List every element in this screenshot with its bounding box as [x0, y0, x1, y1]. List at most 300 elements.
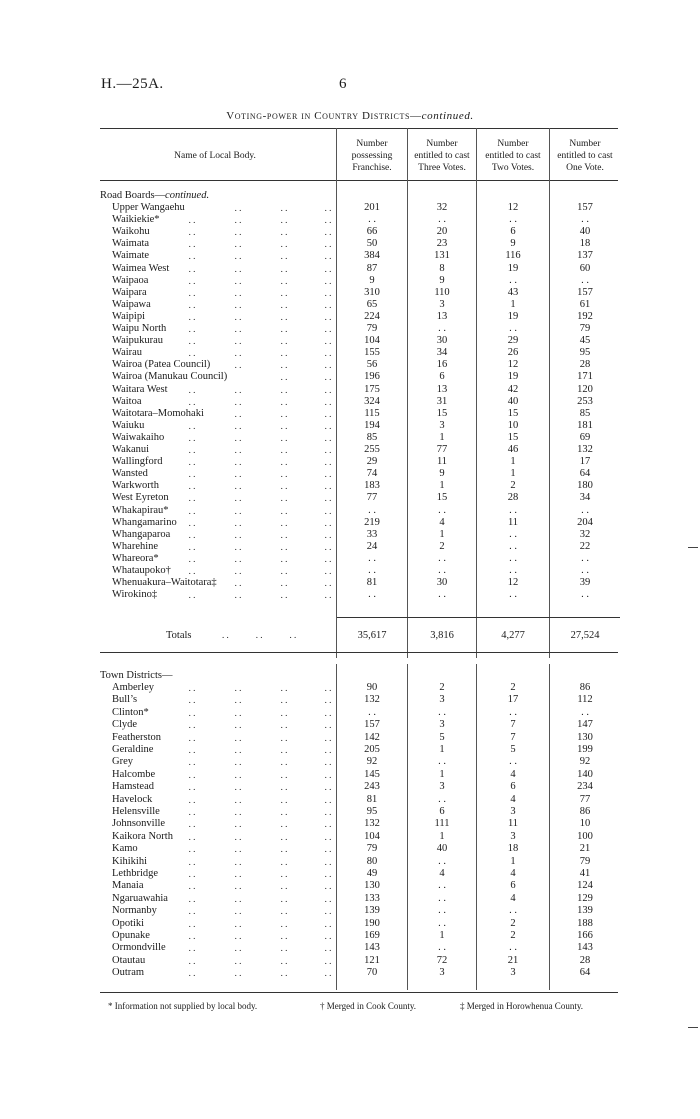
cell-c3: 1: [510, 456, 516, 468]
leader-dots: . .: [234, 578, 242, 589]
leader-dots: . .: [234, 263, 242, 274]
leader-dots: . .: [234, 384, 242, 395]
leader-dots: . .: [280, 955, 288, 966]
leader-dots: . .: [324, 590, 332, 601]
table-row: [0, 880, 700, 892]
cell-c2: 13: [436, 383, 448, 395]
cell-c1: 50: [366, 238, 378, 250]
cell-c2: 20: [436, 226, 448, 238]
leader-dots: . .: [280, 819, 288, 830]
column-header-franchise: [337, 138, 407, 174]
cell-c3: 29: [507, 335, 519, 347]
cell-c4: . .: [581, 214, 589, 226]
cell-c1: 194: [364, 419, 380, 431]
leader-dots: . .: [324, 745, 332, 755]
totals-row: [0, 630, 700, 644]
leader-dots: . .: [324, 553, 332, 564]
leader-dots: . .: [234, 299, 242, 310]
leader-dots: . .: [188, 432, 196, 443]
leader-dots: . .: [324, 481, 332, 492]
leader-dots: . .: [234, 695, 242, 706]
cell-c1: 310: [364, 286, 380, 298]
leader-dots: . .: [280, 566, 288, 576]
cell-c4: 157: [577, 286, 593, 298]
leader-dots: . .: [280, 541, 288, 552]
leader-dots: . .: [324, 263, 332, 274]
cell-c1: 85: [366, 431, 378, 443]
leader-dots: . .: [188, 968, 196, 979]
cell-c2: 40: [436, 843, 448, 855]
leader-dots: . .: [234, 239, 242, 250]
footnote-star: * Information not supplied by local body.: [108, 1001, 258, 1011]
cell-c4: 132: [577, 444, 593, 455]
cell-c3: . .: [509, 565, 517, 576]
leader-dots: . .: [188, 517, 196, 528]
row-name: Waikiekie*: [112, 214, 160, 226]
leader-dots: . .: [234, 432, 242, 443]
cell-c1: . .: [368, 552, 376, 564]
table-row: [0, 444, 700, 456]
cell-c4: 64: [579, 967, 591, 979]
leader-dots: . .: [188, 287, 196, 298]
table-row: [0, 694, 700, 706]
cell-c3: 3: [510, 806, 516, 817]
leader-dots: . .: [324, 408, 332, 419]
leader-dots: . .: [234, 311, 242, 322]
leader-dots: . .: [188, 782, 196, 793]
table-row: [0, 432, 700, 444]
leader-dots: . .: [234, 529, 242, 540]
cell-c2: 1: [439, 431, 445, 443]
leader-dots: . .: [188, 906, 196, 917]
cell-c2: . .: [438, 905, 446, 917]
margin-mark: [688, 1027, 698, 1028]
cell-c2: . .: [438, 565, 446, 576]
leader-dots: . .: [324, 384, 332, 395]
leader-dots: . .: [234, 745, 242, 755]
leader-dots: . .: [188, 707, 196, 718]
row-name: Kamo: [112, 843, 138, 855]
cell-c2: 8: [439, 262, 445, 274]
cell-c2: 30: [436, 335, 448, 347]
leader-dots: . .: [280, 869, 288, 879]
cell-c3: 7: [510, 719, 516, 731]
table-row: [0, 756, 700, 768]
cell-c2: 111: [434, 818, 450, 830]
leader-dots: . .: [280, 590, 288, 601]
margin-mark: [688, 547, 698, 548]
cell-c1: 56: [366, 359, 378, 371]
leader-dots: . .: [188, 732, 196, 743]
leader-dots: . .: [234, 931, 242, 941]
cell-c2: 3: [439, 719, 445, 731]
cell-c3: . .: [509, 756, 517, 768]
leader-dots: . .: [234, 251, 242, 262]
row-name: Helensville: [112, 806, 160, 817]
leader-dots: . .: [324, 844, 332, 855]
table-row: [0, 468, 700, 480]
leader-dots: . .: [324, 457, 332, 468]
row-name: Whenuakura–Waitotara‡: [112, 577, 217, 589]
cell-c1: 81: [366, 577, 378, 589]
cell-c4: . .: [581, 274, 589, 286]
cell-c1: 90: [366, 682, 378, 693]
header-line: Three Votes.: [418, 163, 466, 173]
cell-c4: 188: [577, 917, 593, 929]
leader-dots: . .: [234, 782, 242, 793]
leader-dots: . .: [234, 590, 242, 601]
leader-dots: . .: [280, 481, 288, 492]
row-name: Grey: [112, 756, 133, 768]
section-town-districts: Town Districts—: [100, 670, 173, 681]
leader-dots: . .: [280, 732, 288, 743]
cell-c2: 4: [439, 868, 445, 879]
table-row: [0, 856, 700, 868]
leader-dots: . .: [324, 445, 332, 455]
table-row: [0, 831, 700, 843]
table-row: [0, 843, 700, 855]
table-row: [0, 818, 700, 830]
cell-c3: 19: [507, 262, 519, 274]
row-name: Johnsonville: [112, 818, 166, 830]
row-name: Wharehine: [112, 540, 159, 552]
leader-dots: . .: [188, 263, 196, 274]
leader-dots: . .: [280, 299, 288, 310]
cell-c2: 9: [439, 468, 445, 480]
cell-c4: 79: [579, 855, 591, 867]
row-name: Kihikihi: [112, 855, 148, 867]
cell-c4: . .: [581, 589, 589, 601]
table-row: [0, 408, 700, 420]
cell-c3: 17: [507, 694, 519, 706]
leader-dots: . .: [280, 469, 288, 480]
bottom-rule: [100, 992, 618, 993]
cell-c2: 131: [434, 250, 450, 262]
leader-dots: . .: [324, 336, 332, 347]
cell-c4: 40: [579, 226, 591, 238]
leader-dots: . .: [188, 955, 196, 966]
leader-dots: . .: [234, 869, 242, 879]
cell-c4: 112: [577, 694, 593, 706]
row-name: Waikohu: [112, 226, 150, 238]
leader-dots: . .: [324, 493, 332, 504]
cell-c4: 171: [577, 371, 593, 383]
cell-c3: 12: [507, 202, 519, 213]
leader-dots: . .: [234, 732, 242, 743]
row-name: Halcombe: [112, 768, 156, 780]
cell-c4: . .: [581, 504, 589, 516]
leader-dots: . .: [188, 445, 196, 455]
leader-dots: . .: [188, 869, 196, 879]
leader-dots: . .: [188, 745, 196, 755]
cell-c4: 100: [577, 830, 593, 842]
cell-c2: 3: [439, 694, 445, 706]
cell-c1: 70: [366, 967, 378, 979]
table-row: [0, 359, 700, 371]
cell-c2: 3: [439, 781, 445, 793]
row-name: Clinton*: [112, 706, 149, 718]
leader-dots: . .: [324, 695, 332, 706]
section-road-boards: [100, 190, 209, 201]
leader-dots: . .: [234, 856, 242, 867]
leader-dots: . .: [280, 769, 288, 780]
cell-c1: 219: [364, 516, 380, 528]
cell-c2: 30: [436, 577, 448, 589]
cell-c3: 9: [510, 238, 516, 250]
cell-c3: 1: [510, 855, 516, 867]
leader-dots: . .: [324, 578, 332, 589]
cell-c1: 243: [364, 781, 380, 793]
leader-dots: . .: [324, 360, 332, 371]
table-row: [0, 541, 700, 553]
cell-c3: . .: [509, 214, 517, 226]
leader-dots: . .: [324, 215, 332, 226]
totals-two-votes: 4,277: [501, 630, 525, 641]
cell-c4: 95: [579, 347, 591, 359]
cell-c2: 77: [436, 444, 448, 455]
table-row: [0, 396, 700, 408]
row-name: Wallingford: [112, 456, 163, 468]
cell-c1: 77: [366, 492, 378, 504]
cell-c2: 16: [436, 359, 448, 371]
leader-dots: . .: [280, 893, 288, 904]
leader-dots: . .: [188, 251, 196, 262]
cell-c1: 87: [366, 262, 378, 274]
cell-c4: 130: [577, 731, 593, 743]
leader-dots: . .: [280, 336, 288, 347]
title-continued: continued.: [421, 110, 474, 122]
cell-c4: 18: [579, 238, 591, 250]
leader-dots: . .: [234, 203, 242, 213]
cell-c2: 6: [439, 371, 445, 383]
cell-c2: 1: [439, 528, 445, 540]
leader-dots: . .: [188, 457, 196, 468]
leader-dots: . .: [280, 275, 288, 286]
row-name: Wairoa (Manukau Council): [112, 371, 228, 383]
leader-dots: . .: [280, 553, 288, 564]
cell-c3: . .: [509, 706, 517, 718]
cell-c3: 116: [505, 250, 521, 262]
row-name: Whangamarino: [112, 516, 177, 528]
cell-c1: 384: [364, 250, 380, 262]
cell-c3: 18: [507, 843, 519, 855]
leader-dots: . .: [234, 336, 242, 347]
table-row: [0, 905, 700, 917]
leader-dots: . .: [280, 348, 288, 359]
section-heading: Road Boards—: [100, 190, 166, 201]
leader-dots: . .: [280, 493, 288, 504]
row-name: Waipawa: [112, 298, 151, 310]
table-row: [0, 942, 700, 954]
table-row: [0, 214, 700, 226]
cell-c3: . .: [509, 552, 517, 564]
leader-dots: . .: [324, 348, 332, 359]
row-name: Whareora*: [112, 552, 159, 564]
row-name: Waipaoa: [112, 274, 149, 286]
leader-dots: . .: [280, 931, 288, 941]
cell-c1: 132: [364, 694, 380, 706]
leader-dots: . .: [280, 445, 288, 455]
row-name: Whangaparoa: [112, 528, 171, 540]
totals-rule: [337, 617, 620, 618]
cell-c1: 74: [366, 468, 378, 480]
leader-dots: . .: [188, 831, 196, 842]
leader-dots: . .: [234, 493, 242, 504]
table-row: [0, 589, 700, 601]
cell-c1: 139: [364, 905, 380, 917]
leader-dots: . .: [280, 707, 288, 718]
leader-dots: . .: [324, 299, 332, 310]
leader-dots: . .: [188, 590, 196, 601]
leader-dots: . .: [234, 445, 242, 455]
cell-c4: 10: [579, 818, 591, 830]
cell-c3: 15: [507, 407, 519, 419]
cell-c1: . .: [368, 565, 376, 576]
header-line: Franchise.: [352, 163, 392, 173]
leader-dots: . .: [234, 769, 242, 780]
cell-c4: 180: [577, 480, 593, 492]
row-name: Clyde: [112, 719, 138, 731]
cell-c2: 13: [436, 310, 448, 322]
row-name: Upper Wangaehu: [112, 202, 185, 213]
cell-c2: . .: [438, 917, 446, 929]
cell-c4: 253: [577, 395, 593, 407]
cell-c3: . .: [509, 942, 517, 954]
footnote-dagger: † Merged in Cook County.: [320, 1001, 416, 1011]
leader-dots: . .: [280, 517, 288, 528]
leader-dots: . .: [324, 757, 332, 768]
cell-c4: 204: [577, 516, 593, 528]
leader-dots: . .: [280, 881, 288, 892]
cell-c2: 1: [439, 744, 445, 755]
leader-dots: . .: [188, 807, 196, 817]
row-name: Waimate: [112, 250, 150, 262]
row-name: Waipipi: [112, 310, 145, 322]
leader-dots: . .: [324, 396, 332, 407]
cell-c4: 28: [579, 954, 591, 966]
leader-dots: . .: [188, 769, 196, 780]
cell-c1: 49: [366, 868, 378, 879]
leader-dots: . .: [234, 683, 242, 693]
cell-c4: 181: [577, 419, 593, 431]
table-row: [0, 456, 700, 468]
header-line: entitled to cast: [485, 151, 541, 161]
row-name: Waitotara–Momohaki: [112, 407, 204, 419]
cell-c4: 32: [579, 528, 591, 540]
leader-dots: . .: [188, 844, 196, 855]
table-row: [0, 323, 700, 335]
leader-dots: . .: [234, 541, 242, 552]
leader-dots: . .: [234, 396, 242, 407]
cell-c1: 201: [364, 202, 380, 213]
cell-c3: . .: [509, 274, 517, 286]
leader-dots: . .: [324, 311, 332, 322]
row-name: Otautau: [112, 954, 146, 966]
cell-c4: 192: [577, 310, 593, 322]
leader-dots: . .: [280, 420, 288, 431]
leader-dots: . .: [324, 869, 332, 879]
leader-dots: . .: [234, 553, 242, 564]
page-number: 6: [339, 76, 347, 92]
leader-dots: . .: [280, 227, 288, 238]
leader-dots: . .: [188, 757, 196, 768]
leader-dots: . .: [280, 360, 288, 371]
totals-three-votes: 3,816: [430, 630, 454, 641]
row-name: Whataupoko†: [112, 565, 171, 576]
leader-dots: . .: [234, 505, 242, 516]
leader-dots: . .: [324, 856, 332, 867]
cell-c3: 4: [510, 892, 516, 904]
leader-dots: . .: [234, 968, 242, 979]
row-name: Outram: [112, 967, 145, 979]
cell-c1: . .: [368, 504, 376, 516]
header-line: entitled to cast: [414, 151, 470, 161]
leader-dots: . .: [188, 275, 196, 286]
cell-c4: 61: [579, 298, 591, 310]
table-row: [0, 420, 700, 432]
leader-dots: . .: [234, 881, 242, 892]
cell-c1: 143: [364, 942, 380, 954]
leader-dots: . .: [234, 807, 242, 817]
table-title: [0, 110, 700, 122]
row-name: Opotiki: [112, 917, 145, 929]
cell-c3: 42: [507, 383, 519, 395]
cell-c1: 33: [366, 528, 378, 540]
row-name: Kaikora North: [112, 830, 173, 842]
leader-dots: . .: [280, 831, 288, 842]
leader-dots: . .: [324, 227, 332, 238]
row-name: Lethbridge: [112, 868, 159, 879]
leader-dots: . .: [188, 695, 196, 706]
leader-dots: . .: [234, 408, 242, 419]
top-rule: [100, 128, 618, 129]
leader-dots: . .: [324, 968, 332, 979]
table-row: [0, 707, 700, 719]
leader-dots: . .: [324, 566, 332, 576]
leader-dots: . .: [280, 757, 288, 768]
cell-c2: 1: [439, 830, 445, 842]
cell-c4: . .: [581, 706, 589, 718]
table-row: [0, 347, 700, 359]
cell-c1: 224: [364, 310, 380, 322]
header-line: Number: [497, 139, 529, 149]
cell-c3: 28: [507, 492, 519, 504]
cell-c3: 2: [510, 917, 516, 929]
header-line: Number: [356, 139, 388, 149]
cell-c3: 43: [507, 286, 519, 298]
cell-c2: . .: [438, 589, 446, 601]
cell-c1: 157: [364, 719, 380, 731]
cell-c1: . .: [368, 706, 376, 718]
leader-dots: . .: [234, 457, 242, 468]
row-name: Wakanui: [112, 444, 150, 455]
leader-dots: . .: [324, 324, 332, 334]
leader-dots: . .: [188, 239, 196, 250]
leader-dots: . .: [234, 831, 242, 842]
cell-c4: 79: [579, 323, 591, 334]
cell-c2: . .: [438, 706, 446, 718]
row-name: Warkworth: [112, 480, 159, 492]
cell-c1: 169: [364, 930, 380, 941]
cell-c4: 39: [579, 577, 591, 589]
leader-dots: . .: [324, 505, 332, 516]
cell-c3: 12: [507, 577, 519, 589]
cell-c2: 31: [436, 395, 448, 407]
leader-dots: . .: [280, 720, 288, 731]
leader-dots: . .: [188, 299, 196, 310]
leader-dots: . .: [234, 720, 242, 731]
cell-c2: 15: [436, 492, 448, 504]
